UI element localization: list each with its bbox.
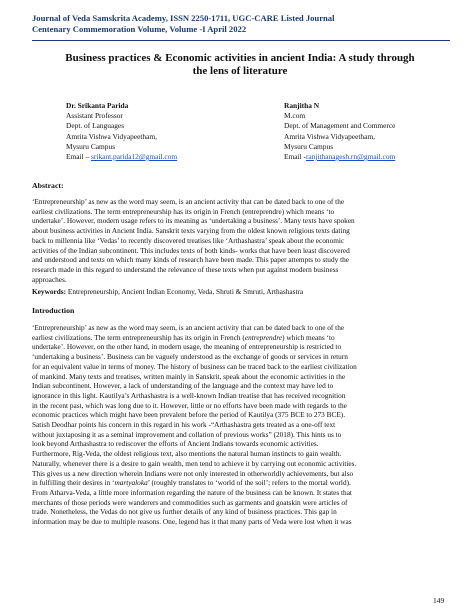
intro-line: trade. Nonetheless, the Vedas do not give us further details of any kind of business practices. This gap in — [32, 507, 337, 517]
abstract-line: research made in this regard to understand the relevance of these texts when put against modern business — [32, 264, 339, 274]
abstract-line: about business activities in Ancient India. Sanskrit texts varying from the oldest known religious texts dating — [32, 226, 350, 236]
intro-line: This gives us a new direction wherein Indians were not only interested in otherworldly achievements, but also — [32, 468, 354, 478]
intro-line: information may be due to multiple reasons. One, legend has it that many parts of Veda were lost when it was — [32, 517, 352, 527]
intro-line — [32, 333, 452, 343]
author-block-2 — [284, 101, 464, 162]
abstract-section — [32, 181, 452, 191]
author-role: M.com — [284, 111, 306, 121]
intro-line: Naturally, whenever there is a desire to gain wealth, men tend to achieve it by carrying out economic activities. — [32, 458, 357, 468]
author-campus: Mysuru Campus — [66, 141, 116, 151]
abstract-line: undertake’. However, modern usage refers to its meaning as ‘undertaking a business’. Many texts have spoken — [32, 216, 355, 226]
paper-title — [28, 52, 452, 78]
intro-emphasis: entreprendre — [244, 332, 283, 342]
journal-line-1: Journal of Veda Samskrita Academy, ISSN 2250-1711, UGC-CARE Listed Journal — [32, 13, 335, 23]
intro-line — [32, 478, 452, 488]
abstract-line: earliest civilizations. The term entrepreneurship has its origin in French (entreprendre) which means ‘to — [32, 206, 335, 216]
intro-line: From Atharva-Veda, a little more information regarding the nature of the business can be known. It states that — [32, 487, 352, 497]
intro-line: Satish Deodhar points his concern in this regard in his work -“Arthashastra gets treated as a one-off text — [32, 420, 336, 430]
title-line-2: the lens of literature — [192, 65, 288, 77]
intro-line: in the recent past, which was long due to it. However, little or no efforts have been made with regards to the — [32, 400, 347, 410]
intro-line: without juxtaposing it as a seminal improvement and collation of previous works” (2018). This hints us to — [32, 429, 342, 439]
abstract-line: back to millennia like ‘Vedas’ to recently discovered treatises like ‘Arthashastra’ speak about the economic — [32, 235, 345, 245]
author-email-line — [284, 152, 464, 162]
introduction-body — [32, 323, 452, 527]
intro-line: ‘undertaking a business’. Business can be vaguely understood as the exchange of goods or services in return — [32, 352, 348, 362]
abstract-line: activities of the Indian subcontinent. This includes texts of both kinds- works that have been least discovered — [32, 245, 350, 255]
abstract-line: and understood and texts on which many kinds of research have been made. This paper attempts to study the — [32, 255, 349, 265]
keywords-label: Keywords: — [32, 287, 67, 296]
abstract-body — [32, 197, 452, 284]
keywords-line — [32, 287, 452, 297]
intro-text: earliest civilizations. The term entrepreneurship has its origin in French ( — [32, 332, 245, 342]
introduction-heading: Introduction — [32, 306, 75, 315]
author-dept: Dept. of Management and Commerce — [284, 121, 396, 131]
author-email-link[interactable]: srikant.parida12@gmail.com — [91, 152, 178, 162]
author-block-1 — [66, 101, 266, 162]
abstract-line: ‘Entrepreneurship’ as new as the word may seem, is an ancient activity that can be dated back to one of the — [32, 197, 345, 206]
journal-line-2: Centenary Commemoration Volume, Volume -I April 2022 — [32, 23, 247, 34]
author-dept: Dept. of Languages — [66, 121, 125, 131]
intro-text: ) which means ‘to — [282, 332, 335, 342]
intro-line: for an equivalent value in terms of money. The history of business can be traced back to the earliest civilization — [32, 361, 357, 371]
intro-line: Indian subcontinent. However, a lack of understanding of the language and the context may have led to — [32, 381, 334, 391]
intro-line: ‘Entrepreneurship’ as new as the word may seem, is an ancient activity that can be dated back to one of the — [32, 323, 345, 332]
intro-line: merchants of those periods were wanderers and commodities such as garments and goatskin were articles of — [32, 497, 348, 507]
intro-line: of mankind. Many texts and treatises, written mainly in Sanskrit, speak about the economic activities in the — [32, 371, 346, 381]
intro-line: economic practices which might have been prevalent before the period of Kautilya (375 BCE to 273 BCE). — [32, 410, 346, 420]
abstract-line: approaches. — [32, 274, 67, 284]
intro-line: look beyond Arthashastra to rediscover the efforts of Ancient Indians towards economic activities. — [32, 439, 319, 449]
author-institution: Amrita Vishwa Vidyapeetham, — [284, 131, 375, 141]
intro-line: Furthermore, Rig-Veda, the oldest religious text, also mentions the natural human instincts to gain wealth. — [32, 449, 342, 459]
email-prefix: Email - — [284, 152, 306, 162]
journal-header — [32, 13, 452, 34]
author-email-link[interactable]: ranjithanagesh.rn@gmail.com — [305, 152, 396, 162]
introduction-heading-block — [32, 306, 452, 316]
title-line-1: Business practices & Economic activities in ancient India: A study through — [65, 52, 415, 64]
intro-text: in fulfilling their desires in ‘ — [32, 478, 115, 488]
abstract-heading: Abstract: — [32, 181, 64, 190]
author-name: Ranjitha N — [284, 101, 320, 110]
header-rule — [32, 40, 450, 41]
page-number: 149 — [433, 596, 445, 605]
author-campus: Mysuru Campus — [284, 141, 334, 151]
intro-line: undertake’. However, on the other hand, in modern usage, the meaning of entrepreneurship is restricted to — [32, 342, 342, 352]
author-email-line — [66, 152, 266, 162]
intro-emphasis: martyaloka — [114, 478, 148, 488]
author-institution: Amrita Vishwa Vidyapeetham, — [66, 131, 157, 141]
intro-text: ’ (roughly translates to ‘world of the soil’; refers to the mortal world). — [147, 478, 351, 488]
email-prefix: Email – — [66, 152, 92, 162]
intro-line: ignorance in this light. Kautilya’s Arthashastra is a well-known Indian treatise that has received recognition — [32, 390, 346, 400]
author-role: Assistant Professor — [66, 111, 123, 121]
author-name: Dr. Srikanta Parida — [66, 101, 129, 110]
keywords-text: Entrepreneurship, Ancient Indian Economy, Veda, Shruti & Smruti, Arthashastra — [66, 287, 304, 296]
